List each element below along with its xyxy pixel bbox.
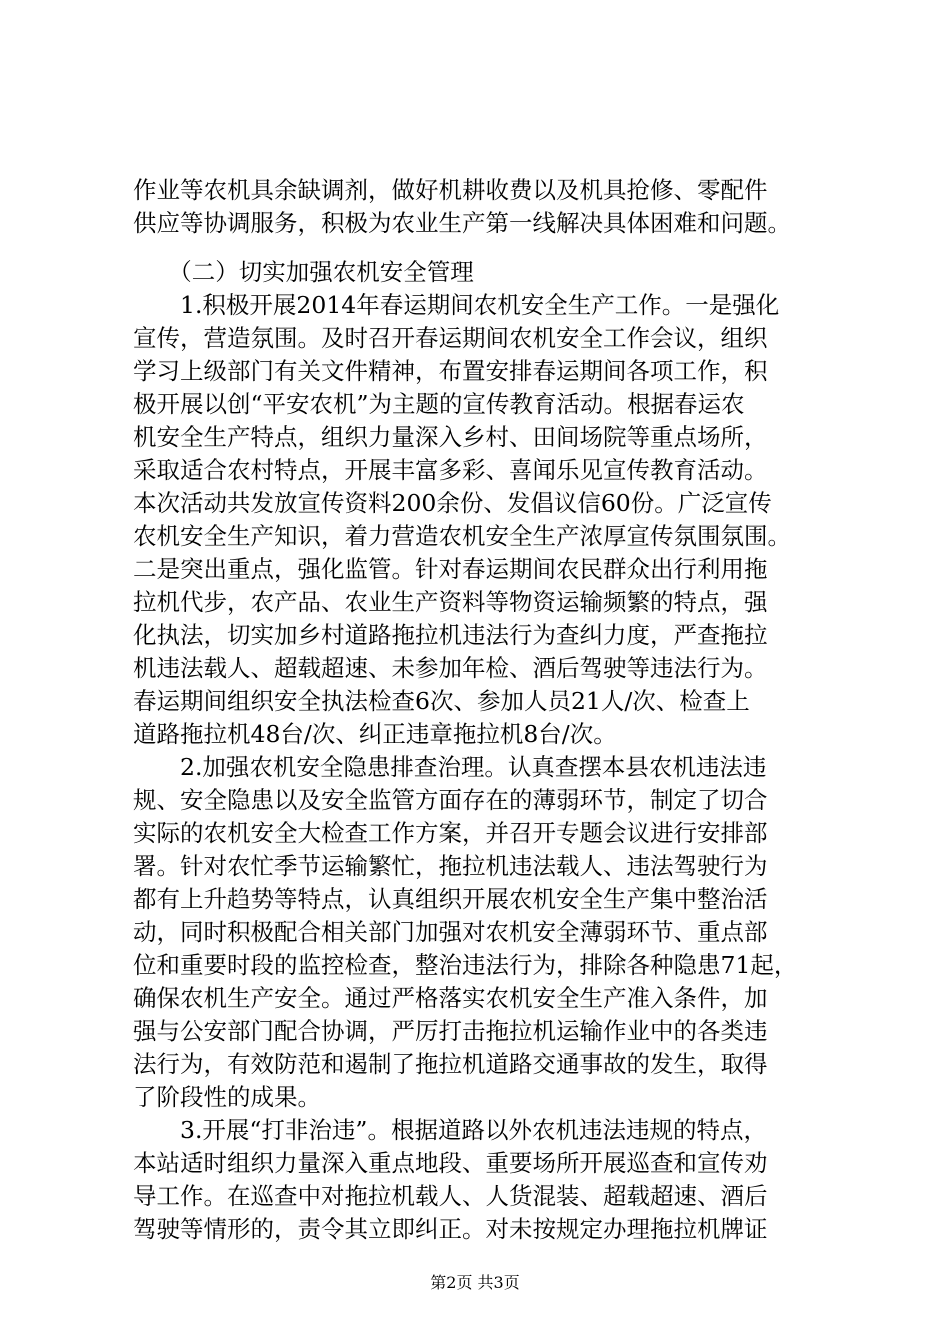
body-line: 确保农机生产安全。通过严格落实农机安全生产准入条件，加 bbox=[133, 984, 768, 1012]
body-line: 化执法，切实加乡村道路拖拉机违法行为查纠力度，严查拖拉 bbox=[133, 621, 768, 649]
body-line: 规、安全隐患以及安全监管方面存在的薄弱环节，制定了切合 bbox=[133, 786, 768, 814]
body-line: 动，同时积极配合相关部门加强对农机安全薄弱环节、重点部 bbox=[133, 918, 768, 946]
body-line: 采取适合农村特点，开展丰富多彩、喜闻乐见宣传教育活动。 bbox=[133, 456, 768, 484]
body-line: 了阶段性的成果。 bbox=[133, 1083, 321, 1111]
body-line: 署。针对农忙季节运输繁忙，拖拉机违法载人、违法驾驶行为 bbox=[133, 852, 768, 880]
body-line: 本站适时组织力量深入重点地段、重要场所开展巡查和宣传劝 bbox=[133, 1149, 768, 1177]
body-line: 强与公安部门配合协调，严厉打击拖拉机运输作业中的各类违 bbox=[133, 1017, 768, 1045]
body-line: 宣传，营造氛围。及时召开春运期间农机安全工作会议，组织 bbox=[133, 324, 768, 352]
body-line: 实际的农机安全大检查工作方案，并召开专题会议进行安排部 bbox=[133, 819, 768, 847]
body-line: 驾驶等情形的，责令其立即纠正。对未按规定办理拖拉机牌证 bbox=[133, 1215, 768, 1243]
body-line: 学习上级部门有关文件精神，布置安排春运期间各项工作，积 bbox=[133, 357, 768, 385]
body-line: 拉机代步，农产品、农业生产资料等物资运输频繁的特点，强 bbox=[133, 588, 768, 616]
body-line: 法行为，有效防范和遏制了拖拉机道路交通事故的发生，取得 bbox=[133, 1050, 768, 1078]
body-line: 二是突出重点，强化监管。针对春运期间农民群众出行利用拖 bbox=[133, 555, 768, 583]
body-line: 导工作。在巡查中对拖拉机载人、人货混装、超载超速、酒后 bbox=[133, 1182, 768, 1210]
body-line: 道路拖拉机48台/次、纠正违章拖拉机8台/次。 bbox=[133, 720, 617, 748]
body-line: 位和重要时段的监控检查，整治违法行为，排除各种隐患71起， bbox=[133, 951, 798, 979]
paragraph-gap bbox=[133, 240, 833, 256]
page-footer: 第2页 共3页 bbox=[430, 1273, 520, 1292]
body-line: 机违法载人、超载超速、未参加年检、酒后驾驶等违法行为。 bbox=[133, 654, 768, 682]
body-line: 1.积极开展2014年春运期间农机安全生产工作。一是强化 bbox=[133, 291, 780, 319]
body-line: 2.加强农机安全隐患排查治理。认真查摆本县农机违法违 bbox=[133, 753, 767, 781]
body-line: 农机安全生产知识，着力营造农机安全生产浓厚宣传氛围氛围。 bbox=[133, 522, 791, 550]
body-line: 都有上升趋势等特点，认真组织开展农机安全生产集中整治活 bbox=[133, 885, 768, 913]
body-line: 机安全生产特点，组织力量深入乡村、田间场院等重点场所， bbox=[133, 423, 768, 451]
document-body bbox=[133, 174, 833, 1246]
body-line: 作业等农机具余缺调剂，做好机耕收费以及机具抢修、零配件 bbox=[133, 176, 768, 204]
body-line: 极开展以创“平安农机”为主题的宣传教育活动。根据春运农 bbox=[133, 390, 745, 418]
body-line: 本次活动共发放宣传资料200余份、发倡议信60份。广泛宣传 bbox=[133, 489, 772, 517]
body-line: 春运期间组织安全执法检查6次、参加人员21人/次、检查上 bbox=[133, 687, 750, 715]
body-line: 供应等协调服务，积极为农业生产第一线解决具体困难和问题。 bbox=[133, 209, 791, 237]
body-line: 3.开展“打非治违”。根据道路以外农机违法违规的特点， bbox=[133, 1116, 767, 1144]
body-paragraphs bbox=[133, 289, 833, 1246]
section-heading: （二）切实加强农机安全管理 bbox=[133, 258, 474, 286]
